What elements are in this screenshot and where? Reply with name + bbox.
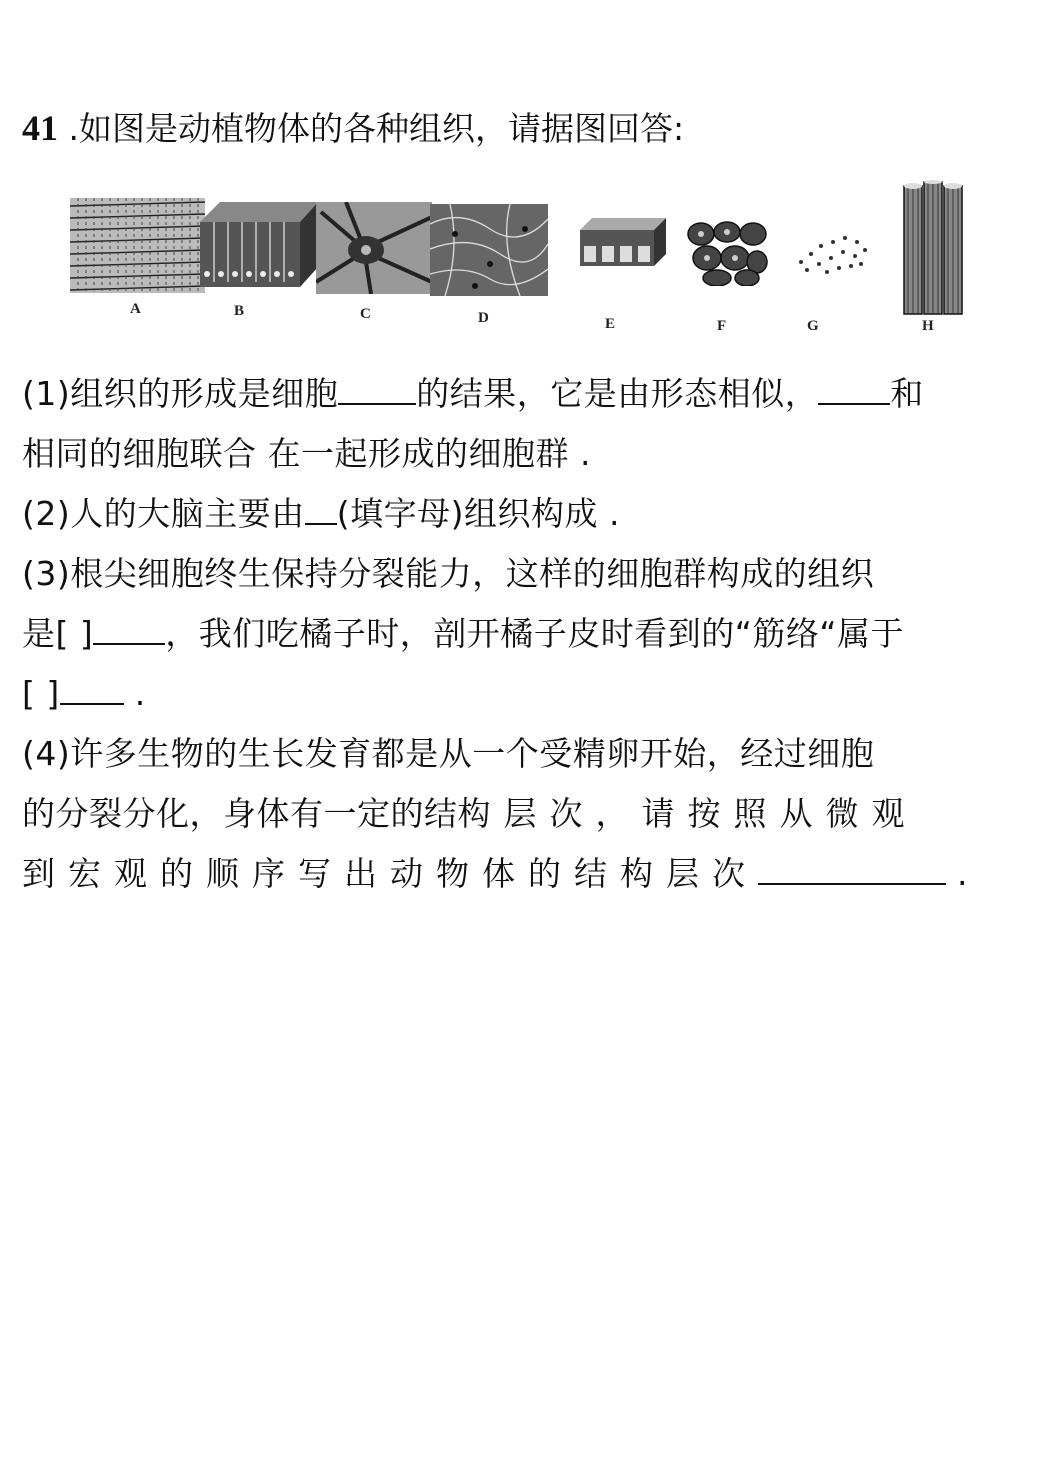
answer-blank-5[interactable] bbox=[60, 667, 124, 705]
part3-line3 bbox=[22, 664, 1027, 724]
question-number: 41 bbox=[22, 108, 58, 148]
answer-blank-4[interactable] bbox=[93, 607, 165, 645]
part1-line2: 相同的细胞联合 在一起形成的细胞群 . bbox=[22, 434, 591, 473]
part4-text-a: 的分裂分化，身体有一定的结 bbox=[22, 794, 458, 833]
tissue-image-d bbox=[430, 204, 548, 296]
answer-blank-2[interactable] bbox=[818, 367, 890, 405]
part1-text-a: (1)组织的形成是细胞 bbox=[22, 374, 339, 413]
part4-text-c: 到宏观的顺序写出动物体的结构层次 bbox=[22, 854, 758, 893]
part3-line1: (3)根尖细胞终生保持分裂能力，这样的细胞群构成的组织 bbox=[22, 554, 875, 593]
question-part-4 bbox=[22, 724, 1027, 904]
answer-blank-1[interactable] bbox=[338, 367, 416, 405]
tissue-image-b bbox=[200, 202, 318, 297]
figure-label-g: G bbox=[807, 318, 819, 334]
part3-text-a: 是[ ] bbox=[22, 614, 94, 653]
tissue-image-h bbox=[898, 180, 970, 320]
figure-label-h: H bbox=[922, 318, 934, 334]
part1-line1 bbox=[22, 364, 1027, 424]
figure-label-d: D bbox=[478, 310, 489, 326]
tissue-figure bbox=[60, 176, 980, 336]
part4-text-d: . bbox=[946, 854, 968, 893]
part3-text-b: ，我们吃橘子时，剖开橘子皮时看到的“筋络“属于 bbox=[165, 614, 904, 653]
part2-text-a: (2)人的大脑主要由 bbox=[22, 494, 305, 533]
part2-text-b: (填字母)组织构成 . bbox=[336, 494, 620, 533]
part4-line1: (4)许多生物的生长发育都是从一个受精卵开始，经过细胞 bbox=[22, 734, 875, 773]
tissue-image-e bbox=[580, 216, 666, 271]
answer-blank-3[interactable] bbox=[305, 487, 337, 525]
part2-line1 bbox=[22, 484, 1027, 544]
question-title bbox=[22, 106, 684, 151]
part3-text-d: . bbox=[123, 674, 146, 713]
part1-text-c: 和 bbox=[890, 374, 924, 413]
tissue-image-c bbox=[316, 202, 432, 294]
part3-text-c: [ ] bbox=[22, 674, 60, 713]
part1-text-b: 的结果，它是由形态相似， bbox=[416, 374, 819, 413]
question-part-2 bbox=[22, 484, 1027, 544]
figure-label-b: B bbox=[234, 303, 245, 319]
answer-blank-6[interactable] bbox=[758, 847, 946, 885]
part4-line3 bbox=[22, 844, 1027, 904]
figure-label-f: F bbox=[717, 318, 727, 334]
tissue-image-a bbox=[70, 198, 205, 293]
tissue-image-g bbox=[793, 232, 868, 278]
figure-label-e: E bbox=[605, 316, 616, 332]
question-part-3 bbox=[22, 544, 1027, 724]
part4-text-b: 构层次，请按照从微观 bbox=[457, 794, 918, 833]
figure-label-c: C bbox=[360, 306, 371, 322]
question-stem: .如图是动植物体的各种组织，请据图回答: bbox=[68, 109, 685, 148]
part3-line2 bbox=[22, 604, 1027, 664]
figure-label-a: A bbox=[130, 301, 141, 317]
part4-line2 bbox=[22, 784, 1027, 844]
question-part-1 bbox=[22, 364, 1027, 484]
tissue-image-f bbox=[687, 220, 769, 286]
